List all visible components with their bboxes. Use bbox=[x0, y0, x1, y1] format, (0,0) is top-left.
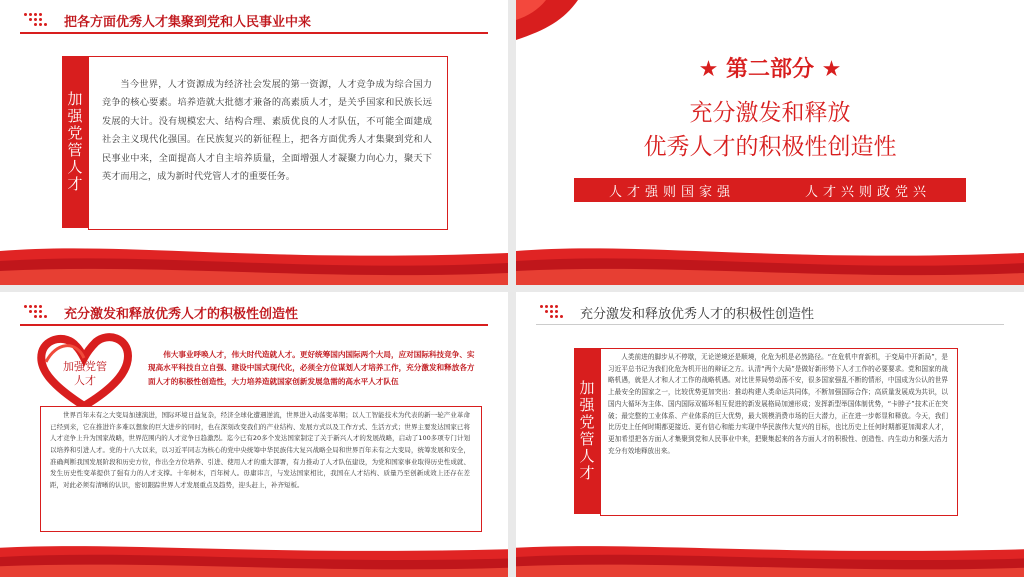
red-wave-decoration bbox=[516, 233, 1024, 285]
slide-1[interactable] bbox=[0, 0, 508, 285]
slide-3[interactable] bbox=[0, 292, 508, 577]
slide-2[interactable] bbox=[516, 0, 1024, 285]
red-wave-decoration bbox=[516, 537, 1024, 577]
red-wave-decoration bbox=[0, 537, 508, 577]
dots-decoration-icon bbox=[24, 13, 48, 27]
red-wave-decoration bbox=[0, 233, 508, 285]
ribbon-decoration-icon bbox=[516, 0, 606, 60]
body-paragraph: 人类前进的脚步从不停歇，无论逆境还是顺境，化危为机是必然路径。“在危机中育新机，于变局中开新局”，是习近平总书记为我们化危为机开出的辩证之方。认清“两个大局”是做好新形势下人才工作的必要要求。党和国家的战略机遇，就是人才和人才工作的战略机遇。对比世界局势动荡不安，很多国家强乱不断的情形，中国成为公认的世界上最安全的国家之一，比较优势更加突出：推动构建人类命运共同体，不断加强国际合作；高质量发展成为共识，以国内大循环为主体、国内国际双循环相互促进的新发展格局加速形成；发挥新型举国体制优势，“卡脖子”技术正在突破；最完整的工业体系、产业体系的巨大优势，最大规模消费市场的巨大潜力，正在进一步彰显和释放。今天，我们比历史上任何时期都更接近、更有信心和能力实现中华民族伟大复兴的目标，也比历史上任何时期都更加渴求人才，更加希望把各方面人才集聚到党和人民事业中来，把聚集起来的各方面人才的积极性、创造性、内生动力和强大活力充分有效地释放出来。 bbox=[608, 353, 948, 455]
slide-4[interactable] bbox=[516, 292, 1024, 577]
slide-header: 充分激发和释放优秀人才的积极性创造性 bbox=[64, 307, 299, 322]
title-line-2: 优秀人才的积极性创造性 bbox=[643, 134, 897, 160]
section-label: ★ 第二部分 ★ bbox=[698, 57, 842, 82]
slide-header: 充分激发和释放优秀人才的积极性创造性 bbox=[580, 307, 815, 322]
slide-header: 把各方面优秀人才集聚到党和人民事业中来 bbox=[64, 15, 312, 30]
body-paragraph: 世界百年未有之大变局加速演进，国际环境日益复杂，经济全球化遭遇逆流，世界进入动荡变革期；以人工智能技术为代表的新一轮产业革命已经到来，它在推进许多难以想象的巨大进步的同时，也在深刻改变我们的产业结构、发展方式以及工作方式、生活方式；世界主要发达国家已将人才竞争上升为国家战略，世界范围内的人才竞争日趋激烈。迄今已有20多个发达国家制定了关于新兴人才的发展战略，启动了100多项专门计划以培养和引进人才。党的十八大以来，以习近平同志为核心的党中央统筹中华民族伟大复兴战略全局和世界百年未有之大变局，统筹发展和安全，准确判断我国发展阶段和历史方位，作出全方位培养、引进、使用人才的重大部署，有力推动了人才队伍建设，为党和国家事业取得历史性成就、发生历史性变革提供了强有力的人才支撑。十年树木，百年树人。毋庸讳言，与发达国家相比，我国在人才结构、质量乃至创新成效上还存在差距，对此必须有清晰的认识，密切跟踪世界人才发展重点及趋势，迎头赶上，补齐短板。 bbox=[50, 411, 470, 490]
header-divider bbox=[20, 324, 488, 326]
lead-paragraph: 伟大事业呼唤人才，伟大时代造就人才。更好统筹国内国际两个大局，应对国际科技竞争、实现高水平科技自立自强、建设中国式现代化，必须全方位谋划人才培养工作，充分激发和释放各方面人才的积极性创造性，大力培养造就国家创新发展急需的高水平人才队伍 bbox=[148, 350, 475, 386]
title-line-1: 充分激发和释放 bbox=[689, 100, 851, 126]
slogan-band bbox=[574, 178, 966, 202]
dots-decoration-icon bbox=[540, 305, 564, 319]
heart-label: 加强党管人才 bbox=[63, 360, 107, 388]
side-label: 加强党管人才 bbox=[574, 348, 600, 514]
side-label: 加强党管人才 bbox=[62, 56, 88, 228]
header-divider bbox=[536, 324, 1004, 325]
slogan-right: 人才兴则政党兴 bbox=[804, 184, 931, 200]
slogan-left: 人才强则国家强 bbox=[608, 184, 735, 200]
body-paragraph: 当今世界，人才资源成为经济社会发展的第一资源，人才竞争成为综合国力竞争的核心要素。培养造就大批德才兼备的高素质人才，是关乎国家和民族长远发展的大计。没有规模宏大、结构合理、素质优良的人才队伍，不可能全面建成社会主义现代化强国。在民族复兴的新征程上，把各方面优秀人才集聚到党和人民事业中来，全面提高人才自主培养质量，全面增强人才凝聚力向心力，聚天下英才而用之，成为新时代党管人才的重要任务。 bbox=[102, 79, 432, 183]
dots-decoration-icon bbox=[24, 305, 48, 319]
header-divider bbox=[20, 32, 488, 34]
